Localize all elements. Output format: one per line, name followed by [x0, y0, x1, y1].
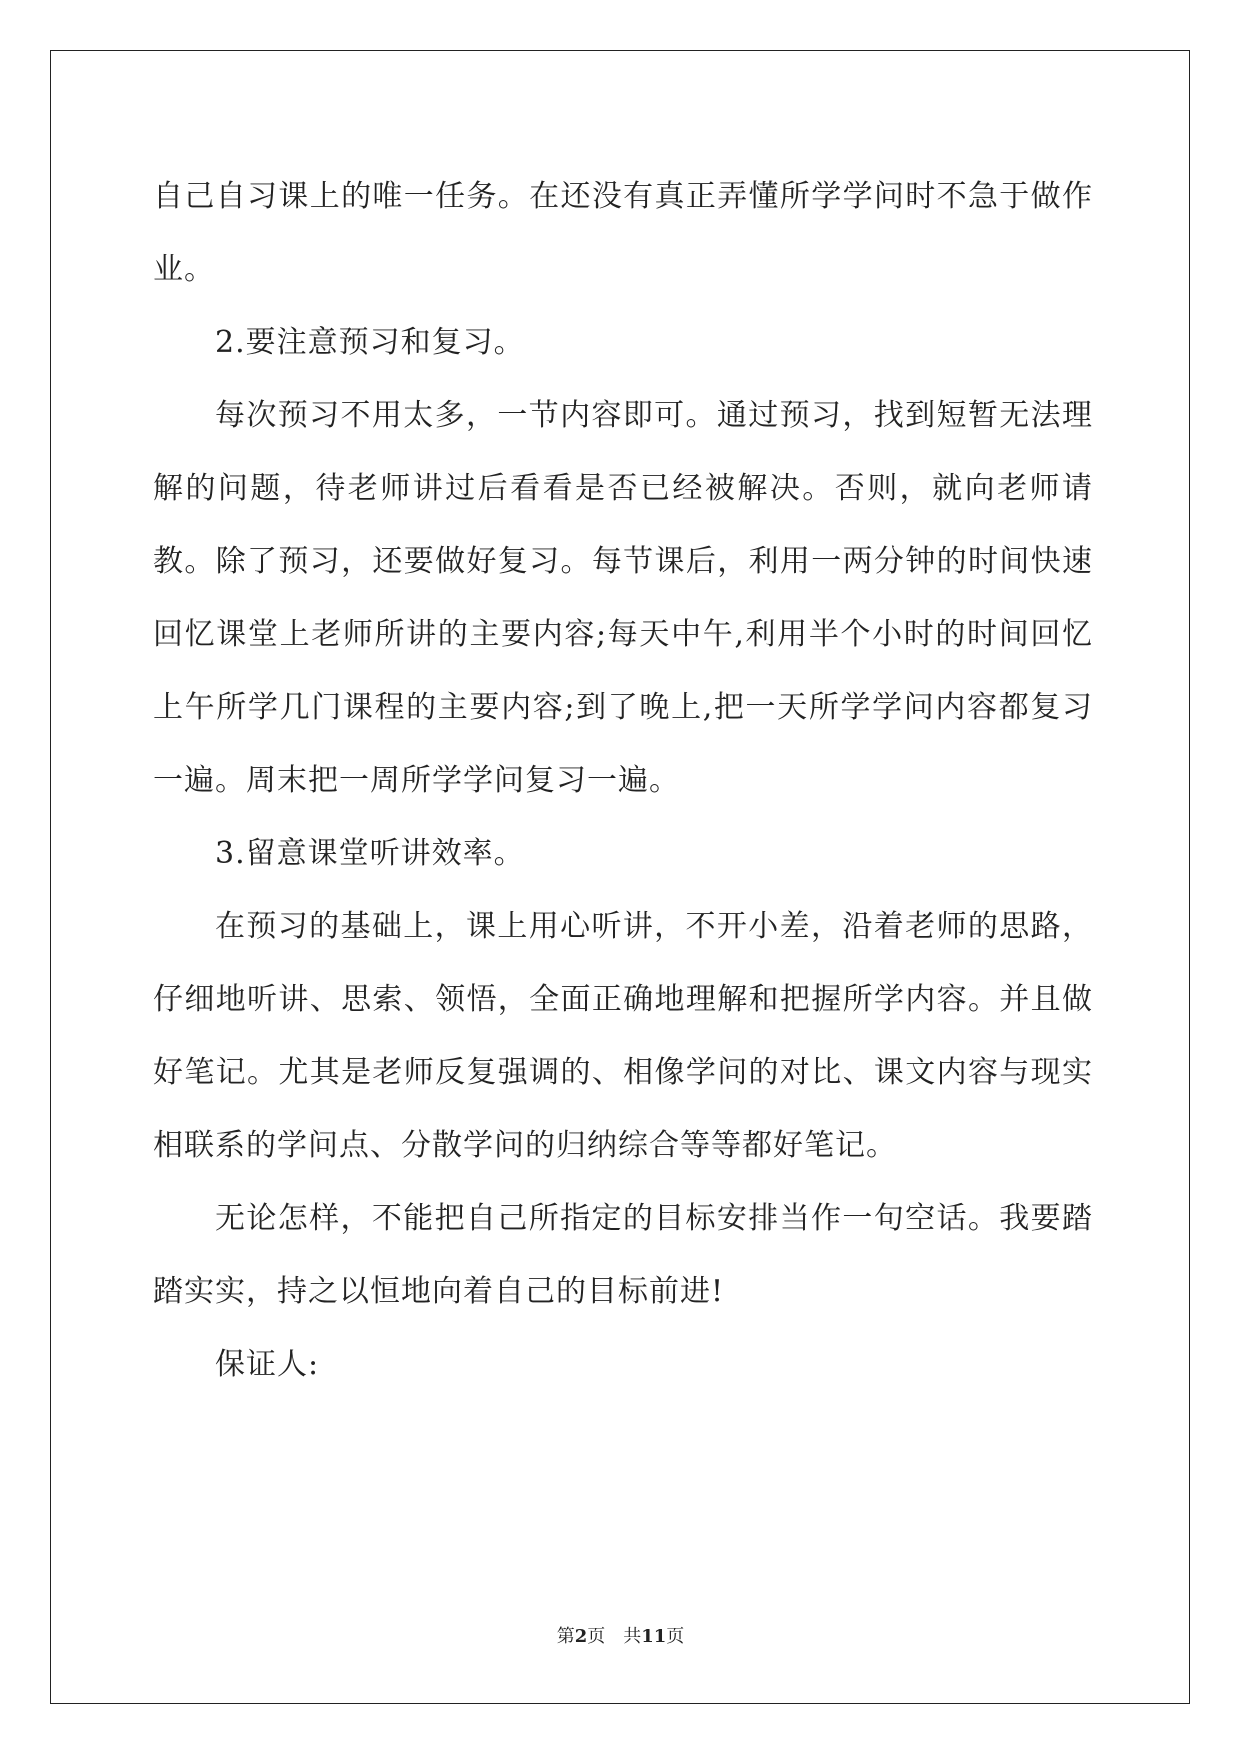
- paragraph-4-heading: 3.留意课堂听讲效率。: [215, 836, 525, 871]
- paragraph-6: 无论怎样，不能把自己所指定的目标安排当作一句空话。我要踏踏实实，持之以恒地向着自己的目标前进!: [153, 1201, 1093, 1309]
- footer-page-suffix: 页: [587, 1626, 606, 1647]
- footer-total-suffix: 页: [666, 1626, 685, 1647]
- document-body: [153, 160, 1093, 1401]
- paragraph-5: 在预习的基础上，课上用心听讲，不开小差，沿着老师的思路，仔细地听讲、思索、领悟，全面正确地理解和把握所学内容。并且做好笔记。尤其是老师反复强调的、相像学问的对比、课文内容与现实相联系的学问点、分散学问的归纳综合等等都好笔记。: [153, 909, 1093, 1163]
- paragraph-2-heading: 2.要注意预习和复习。: [215, 325, 525, 360]
- footer-total-pages: 11: [641, 1626, 667, 1647]
- footer-prefix: 第: [556, 1626, 575, 1647]
- footer-page-number: 2: [574, 1626, 588, 1647]
- paragraph-1: 自己自习课上的唯一任务。在还没有真正弄懂所学学问时不急于做作业。: [153, 179, 1093, 287]
- footer-total-prefix: 共: [623, 1626, 642, 1647]
- page-footer: [0, 1622, 1241, 1648]
- paragraph-3: 每次预习不用太多，一节内容即可。通过预习，找到短暂无法理解的问题，待老师讲过后看看是否已经被解决。否则，就向老师请教。除了预习，还要做好复习。每节课后，利用一两分钟的时间快速回忆课堂上老师所讲的主要内容;每天中午,利用半个小时的时间回忆上午所学几门课程的主要内容;到了晚上,把一天所学学问内容都复习一遍。周末把一周所学学问复习一遍。: [153, 398, 1093, 798]
- signature-line: 保证人:: [215, 1347, 320, 1382]
